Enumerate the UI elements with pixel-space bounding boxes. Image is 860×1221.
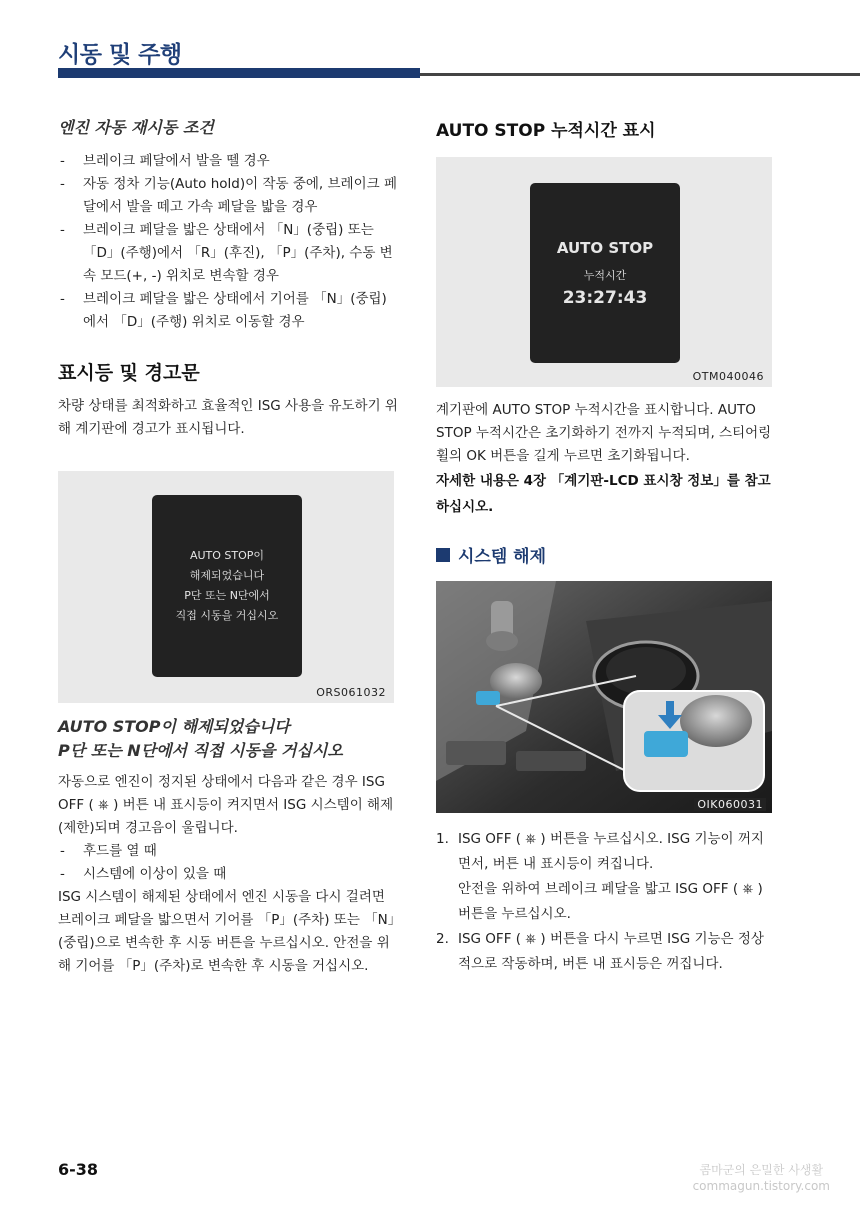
steps-list <box>436 827 776 977</box>
display-label: 누적시간 <box>583 269 627 282</box>
list-item: - 후드를 열 때 <box>58 840 398 863</box>
step-text: ISG OFF ( ⎈ ) 버튼을 누르십시오. ISG 기능이 꺼지면서, 버튼 내 표시등이 켜집니다. <box>458 831 764 872</box>
list-item <box>436 827 776 927</box>
step-number: 2. <box>436 931 449 947</box>
figure-auto-stop-released <box>58 471 394 703</box>
list-item: - 브레이크 페달을 밟은 상태에서 「N」(중립) 또는 「D」(주행)에서 「R」(후진), 「P」(주차), 수동 변속 모드(+, -) 위치로 변속할 경우 <box>58 219 398 288</box>
list-item: - 브레이크 페달에서 발을 뗄 경우 <box>58 150 398 173</box>
cluster-display <box>530 183 680 363</box>
display-line: P단 또는 N단에서 <box>184 589 270 602</box>
indicator-heading: 표시등 및 경고문 <box>58 362 200 384</box>
list-item <box>436 927 776 977</box>
warning-paragraph-2: ISG 시스템이 해제된 상태에서 엔진 시동을 다시 걸려면 브레이크 페달을 밟으면서 기어를 「P」(주차) 또는 「N」(중립)으로 변속한 후 시동 버튼을 누르십시오. 안전을 위해 기어를 「P」(주차)로 변속한 후 시동을 거십시오. <box>58 889 395 974</box>
figure-console-photo <box>436 581 772 813</box>
list-item: - 브레이크 페달을 밟은 상태에서 기어를 「N」(중립)에서 「D」(주행) 위치로 이동할 경우 <box>58 288 398 334</box>
left-column <box>58 116 398 978</box>
system-heading-text: 시스템 해제 <box>458 547 547 567</box>
auto-stop-paragraph: 계기판에 AUTO STOP 누적시간을 표시합니다. AUTO STOP 누적시간은 초기화하기 전까지 누적되며, 스티어링 휠의 OK 버튼을 길게 누르면 초기화됩니다. <box>436 402 772 464</box>
warning-heading <box>58 715 398 763</box>
warning-heading-line: AUTO STOP이 해제되었습니다 <box>58 717 290 736</box>
section-title: 시동 및 주행 <box>58 42 182 68</box>
list-item: - 자동 정차 기능(Auto hold)이 작동 중에, 브레이크 페달에서 발을 떼고 가속 페달을 밟을 경우 <box>58 173 398 219</box>
auto-stop-heading: AUTO STOP 누적시간 표시 <box>436 121 656 141</box>
display-title: AUTO STOP <box>556 239 654 257</box>
display-line: 직접 시동을 거십시오 <box>175 609 279 622</box>
step-number: 1. <box>436 831 449 847</box>
restart-heading: 엔진 자동 재시동 조건 <box>58 118 214 137</box>
page-number: 6-38 <box>58 1160 99 1179</box>
header-rule <box>420 73 860 76</box>
figure-caption: OIK060031 <box>694 798 766 811</box>
system-heading <box>436 542 776 567</box>
right-column <box>436 116 776 977</box>
watermark-line: commagun.tistory.com <box>692 1179 830 1193</box>
figure-caption: ORS061032 <box>316 686 386 699</box>
display-time: 23:27:43 <box>562 288 648 308</box>
warning-heading-line: P단 또는 N단에서 직접 시동을 거십시오 <box>58 741 343 760</box>
watermark <box>693 1162 830 1194</box>
indicator-paragraph: 차량 상태를 최적화하고 효율적인 ISG 사용을 유도하기 위해 계기판에 경고가 표시됩니다. <box>58 398 398 437</box>
cluster-display <box>152 495 302 677</box>
figure-auto-stop-time <box>436 157 772 387</box>
step-subtext: 안전을 위하여 브레이크 페달을 밟고 ISG OFF ( ⎈ ) 버튼을 누르십시오. <box>458 881 763 922</box>
console-photo-illustration <box>436 581 772 813</box>
header-bar <box>58 68 420 78</box>
warning-paragraph: 자동으로 엔진이 정지된 상태에서 다음과 같은 경우 ISG OFF ( ⎈ ) 버튼 내 표시등이 켜지면서 ISG 시스템이 해제(제한)되며 경고음이 울립니다. <box>58 774 394 836</box>
step-text: ISG OFF ( ⎈ ) 버튼을 다시 누르면 ISG 기능은 정상적으로 작동하며, 버튼 내 표시등은 꺼집니다. <box>458 931 764 972</box>
display-line: 해제되었습니다 <box>189 569 265 582</box>
warning-list <box>58 840 398 886</box>
display-line: AUTO STOP이 <box>189 549 265 562</box>
restart-list <box>58 150 398 334</box>
list-item: - 시스템에 이상이 있을 때 <box>58 863 398 886</box>
auto-stop-reference: 자세한 내용은 4장 「계기판-LCD 표시창 정보」를 참고하십시오. <box>436 473 771 515</box>
figure-caption: OTM040046 <box>692 370 764 383</box>
section-square-icon <box>436 548 450 562</box>
watermark-line: 콤마군의 은밀한 사생활 <box>699 1163 824 1177</box>
